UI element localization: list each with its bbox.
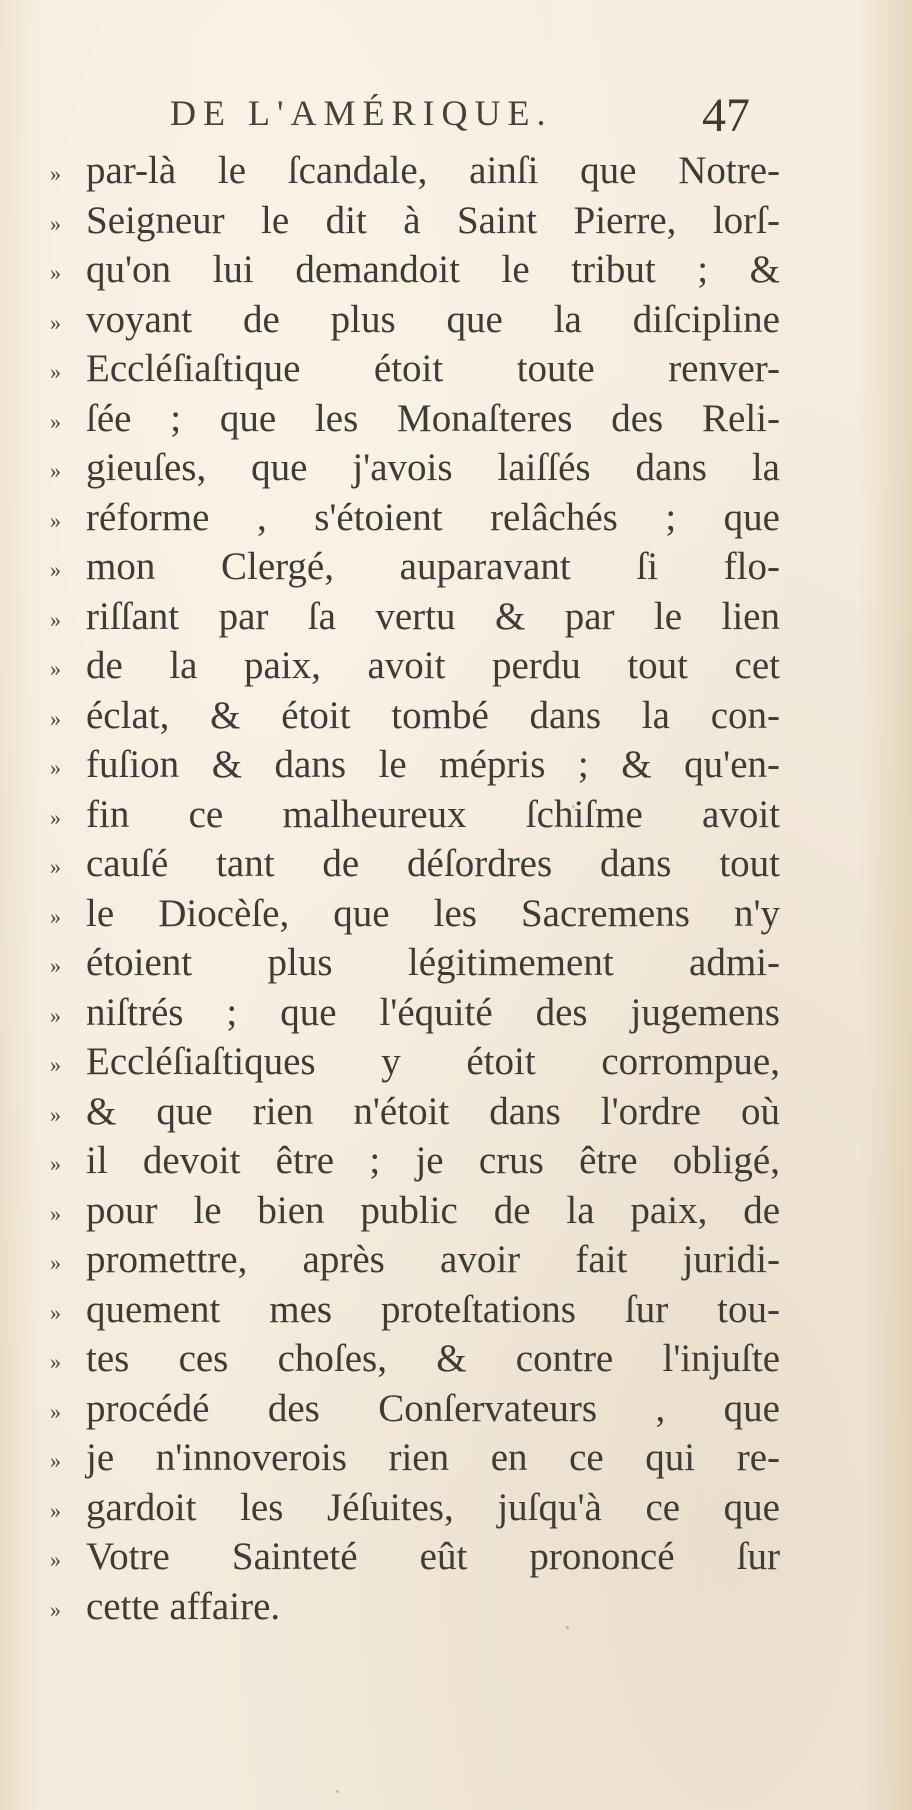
quotation-mark: » (50, 1200, 61, 1226)
line-text: promettre, après avoir fait juridi- (86, 1238, 780, 1281)
line-text: gardoit les Jéſuites, juſqu'à ce que (86, 1485, 780, 1529)
text-line (50, 196, 780, 246)
line-text: tes ces choſes, & contre l'injuſte (86, 1337, 780, 1380)
text-line (50, 394, 780, 444)
text-line (50, 245, 780, 295)
quotation-mark: » (50, 1002, 61, 1028)
quotation-mark: » (50, 1448, 61, 1473)
quotation-mark: » (50, 309, 61, 335)
quotation-mark: » (50, 606, 61, 632)
line-text: Eccléſiaſtique étoit toute renver- (86, 347, 780, 390)
text-line (50, 146, 780, 196)
text-line (50, 1235, 780, 1285)
quotation-mark: » (50, 408, 61, 434)
paper-speck (336, 1790, 339, 1793)
quotation-mark: » (50, 804, 61, 830)
quotation-mark: » (50, 161, 61, 186)
quotation-mark: » (50, 1101, 61, 1127)
text-line (50, 1433, 780, 1483)
quotation-mark: » (50, 1151, 61, 1176)
text-line (50, 1037, 780, 1087)
quotation-mark: » (50, 755, 61, 780)
line-text: Eccléſiaſtiques y étoit corrompue, (86, 1040, 780, 1083)
quotation-mark: » (50, 260, 61, 285)
line-text: étoient plus légitimement admi- (86, 941, 780, 984)
line-text: voyant de plus que la diſcipline (86, 297, 780, 341)
quotation-mark: » (50, 656, 61, 681)
line-text: fin ce malheureux ſchiſme avoit (86, 792, 780, 836)
quotation-mark: » (50, 1596, 61, 1622)
line-text: qu'on lui demandoit le tribut ; & (86, 248, 780, 291)
quotation-mark: » (50, 1497, 61, 1523)
line-text: ſée ; que les Monaſteres des Reli- (86, 396, 780, 440)
text-line (50, 691, 780, 741)
quotation-mark: » (50, 854, 61, 879)
quotation-mark: » (50, 1547, 61, 1572)
quotation-mark: » (50, 903, 61, 929)
line-text: Seigneur le dit à Saint Pierre, lorſ- (86, 198, 780, 242)
body-text (50, 146, 780, 1631)
text-line (50, 1285, 780, 1335)
line-text: réforme , s'étoient relâchés ; que (86, 495, 780, 539)
text-line (50, 839, 780, 889)
line-text: il devoit être ; je crus être obligé, (86, 1139, 780, 1182)
text-line (50, 889, 780, 939)
running-head (170, 89, 750, 152)
page-number: 47 (702, 89, 750, 142)
text-line (50, 295, 780, 345)
text-line (50, 988, 780, 1038)
quotation-mark: » (50, 1052, 61, 1077)
text-line (50, 1483, 780, 1533)
quotation-mark: » (50, 1398, 61, 1424)
text-line (50, 740, 780, 790)
paper-speck (566, 1626, 569, 1629)
line-text: Votre Sainteté eût prononcé ſur (86, 1535, 780, 1578)
text-line (50, 592, 780, 642)
text-line (50, 938, 780, 988)
running-head-title: DE L'AMÉRIQUE. (170, 93, 553, 133)
text-line (50, 542, 780, 592)
line-text: par-là le ſcandale, ainſi que Notre- (86, 149, 780, 192)
line-text: éclat, & étoit tombé dans la con- (86, 693, 780, 737)
text-line (50, 641, 780, 691)
quotation-mark: » (50, 507, 61, 533)
text-line (50, 1186, 780, 1236)
text-line (50, 1532, 780, 1582)
quotation-mark: » (50, 1349, 61, 1374)
quotation-mark: » (50, 359, 61, 384)
text-line (50, 1384, 780, 1434)
line-text: je n'innoverois rien en ce qui re- (86, 1436, 780, 1479)
line-text: riſſant par ſa vertu & par le lien (86, 594, 780, 638)
quotation-mark: » (50, 953, 61, 978)
text-line (50, 1087, 780, 1137)
text-line (50, 1582, 780, 1632)
line-text: cette affaire. (86, 1584, 281, 1628)
line-text: pour le bien public de la paix, de (86, 1188, 780, 1232)
quotation-mark: » (50, 557, 61, 582)
text-line (50, 1334, 780, 1384)
text-line (50, 344, 780, 394)
line-text: niſtrés ; que l'équité des jugemens (86, 990, 780, 1034)
line-text: le Diocèſe, que les Sacremens n'y (86, 891, 780, 935)
quotation-mark: » (50, 210, 61, 236)
text-line (50, 493, 780, 543)
line-text: fuſion & dans le mépris ; & qu'en- (86, 743, 780, 786)
quotation-mark: » (50, 458, 61, 483)
line-text: gieuſes, que j'avois laiſſés dans la (86, 446, 780, 489)
line-text: cauſé tant de déſordres dans tout (86, 842, 780, 885)
text-line (50, 443, 780, 493)
line-text: procédé des Conſervateurs , que (86, 1386, 780, 1430)
line-text: mon Clergé, auparavant ſi flo- (86, 545, 780, 588)
line-text: quement mes proteſtations ſur tou- (86, 1287, 780, 1331)
line-text: & que rien n'étoit dans l'ordre où (86, 1089, 780, 1133)
line-text: de la paix, avoit perdu tout cet (86, 644, 780, 687)
paper-speck (572, 805, 575, 808)
quotation-mark: » (50, 705, 61, 731)
quotation-mark: » (50, 1299, 61, 1325)
text-line (50, 790, 780, 840)
quotation-mark: » (50, 1250, 61, 1275)
text-line (50, 1136, 780, 1186)
